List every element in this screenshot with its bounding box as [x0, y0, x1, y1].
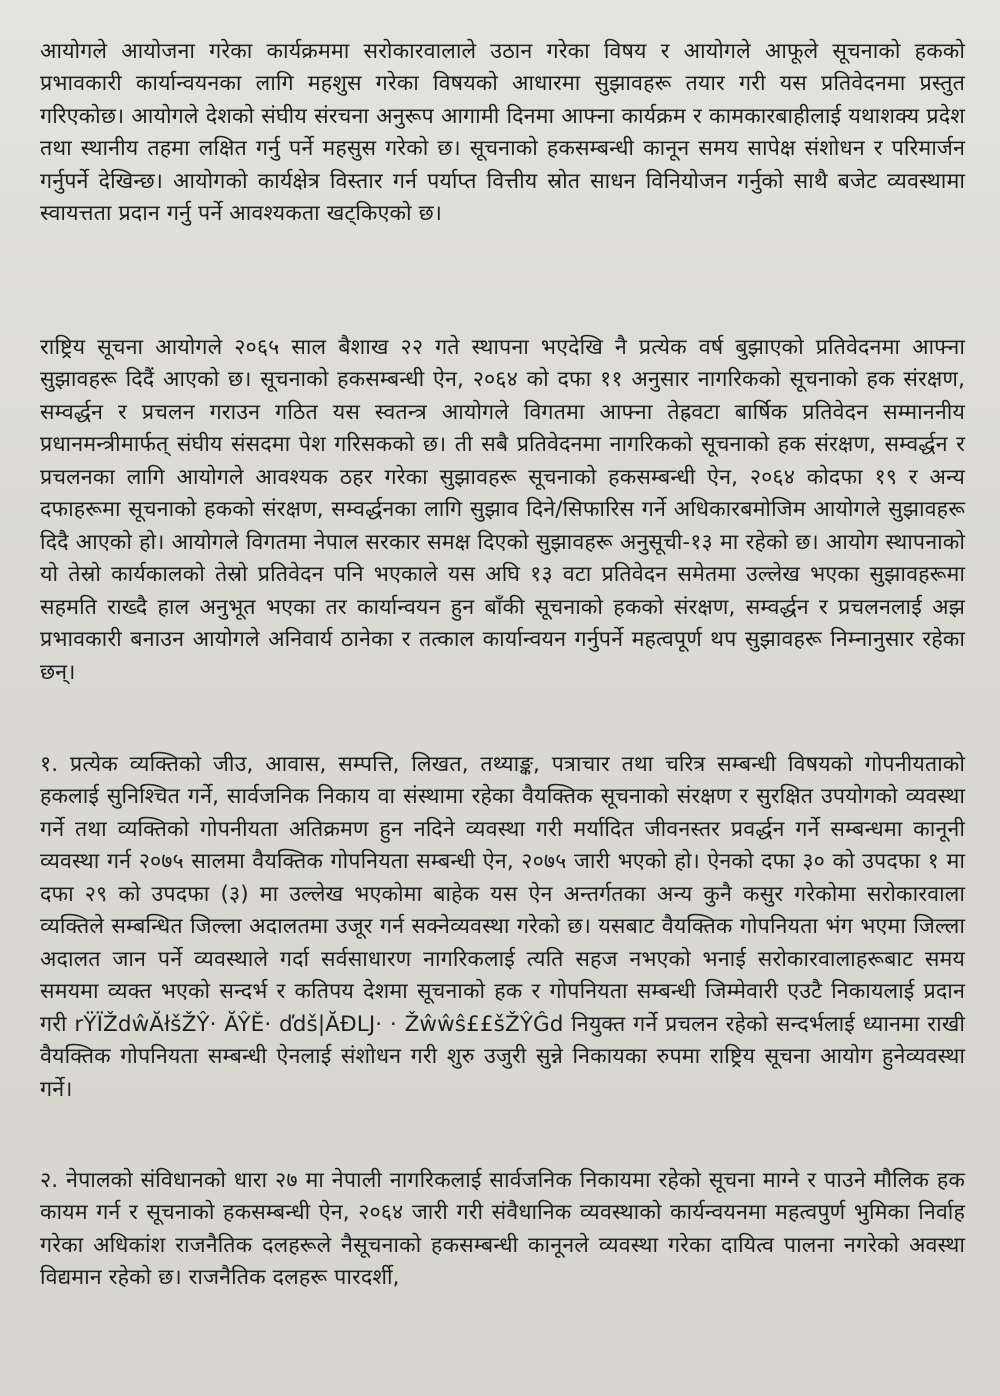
paragraph-suggestion-2: २. नेपालको संविधानको धारा २७ मा नेपाली नागरिकलाई सार्वजनिक निकायमा रहेको सूचना माग्ने र पाउने मौलिक हक कायम गर्न र सूचनाको हकसम्बन्धी ऐन, २०६४ जारी गरी संवैधानिक व्यवस्थाको कार्यन्वयनमा महत्वपुर्ण भुमिका निर्वाह गरेका अधिकांश राजनैतिक दलहरूले नैसूचनाको हकसम्बन्धी कानूनले व्यवस्था गरेका दायित्व पालना नगरेको अवस्था विद्यमान रहेको छ। राजनैतिक दलहरू पारदर्शी, — [40, 1167, 965, 1290]
paragraph-suggestion-1: १. प्रत्येक व्यक्तिको जीउ, आवास, सम्पत्ति, लिखत, तथ्याङ्क, पत्राचार तथा चरित्र सम्बन्धी विषयको गोपनीयताको हकलाई सुनिश्चित गर्ने, सार्वजनिक निकाय वा संस्थामा रहेका वैयक्तिक सूचनाको संरक्षण र सुरक्षित उपयोगको व्यवस्था गर्ने तथा व्यक्तिको गोपनीयता अतिक्रमण हुन नदिने व्यवस्था गरी मर्यादित जीवनस्तर प्रवर्द्धन गर्ने सम्बन्धमा कानूनी व्यवस्था गर्न २०७५ सालमा वैयक्तिक गोपनियता सम्बन्धी ऐन, २०७५ जारी भएको हो। ऐनको दफा ३० को उपदफा १ मा दफा २९ को उपदफा (३) मा उल्लेख भएकोमा बाहेक यस ऐन अन्तर्गतका अन्य कुनै कसुर गरेकोमा सरोकारवाला व्यक्तिले सम्बन्धित जिल्ला अदालतमा उजूर गर्न सक्नेव्यवस्था गरेको छ। यसबाट वैयक्तिक गोपनियता भंग भएमा जिल्ला अदालत जान पर्ने व्यवस्थाले गर्दा सर्वसाधारण नागरिकलाई त्यति सहज नभएको भनाई सरोकारवालाहरूबाट समय समयमा व्यक्त भएको सन्दर्भ र कतिपय देशमा सूचनाको हक र गोपनियता सम्बन्धी जिम्मेवारी एउटै निकायलाई प्रदान गरी rŸÏŽdŵĂłšŽŶ· ĂŶĚ· ďdš|ĂĐLJ· · Žŵŵŝ££šŽŶĜd नियुक्त गर्ने प्रचलन रहेको सन्दर्भलाई ध्यानमा राखी वैयक्तिक गोपनियता सम्बन्धी ऐनलाई संशोधन गरी शुरु उजुरी सुन्ने निकायका रुपमा राष्ट्रिय सूचना आयोग हुनेव्यवस्था गर्ने। — [40, 751, 965, 1102]
paragraph-intro: आयोगले आयोजना गरेका कार्यक्रममा सरोकारवालाले उठान गरेका विषय र आयोगले आफूले सूचनाको हकको प्रभावकारी कार्यान्वयनका लागि महशुस गरेका विषयको आधारमा सुझावहरू तयार गरी यस प्रतिवेदनमा प्रस्तुत गरिएकोछ। आयोगले देशको संघीय संरचना अनुरूप आगामी दिनमा आफ्ना कार्यक्रम र कामकारबाहीलाई यथाशक्य प्रदेश तथा स्थानीय तहमा लक्षित गर्नु पर्ने महसुस गरेको छ। सूचनाको हकसम्बन्धी कानून समय सापेक्ष संशोधन र परिमार्जन गर्नुपर्ने देखिन्छ। आयोगको कार्यक्षेत्र विस्तार गर्न पर्याप्त वित्तीय स्रोत साधन विनियोजन गर्नुको साथै बजेट व्यवस्थामा स्वायत्तता प्रदान गर्नु पर्ने आवश्यकता खट्किएको छ। — [40, 38, 965, 226]
paragraph-background: राष्ट्रिय सूचना आयोगले २०६५ साल बैशाख २२ गते स्थापना भएदेखि नै प्रत्येक वर्ष बुझाएको प्रतिवेदनमा आफ्ना सुझावहरू दिदैं आएको छ। सूचनाको हकसम्बन्धी ऐन, २०६४ को दफा ११ अनुसार नागरिकको सूचनाको हक संरक्षण, सम्वर्द्धन र प्रचलन गराउन गठित यस स्वतन्त्र आयोगले विगतमा आफ्ना तेह्रवटा बार्षिक प्रतिवेदन सम्माननीय प्रधानमन्त्रीमार्फत् संघीय संसदमा पेश गरिसकको छ। ती सबै प्रतिवेदनमा नागरिकको सूचनाको हक संरक्षण, सम्वर्द्धन र प्रचलनका लागि आयोगले आवश्यक ठहर गरेका सुझावहरू सूचनाको हकसम्बन्धी ऐन, २०६४ कोदफा १९ र अन्य दफाहरूमा सूचनाको हकको संरक्षण, सम्वर्द्धनका लागि सुझाव दिने/सिफारिस गर्ने अधिकारबमोजिम आयोगले सुझावहरू दिदै आएको हो। आयोगले विगतमा नेपाल सरकार समक्ष दिएको सुझावहरू अनुसूची-१३ मा रहेको छ। आयोग स्थापनाको यो तेस्रो कार्यकालको तेस्रो प्रतिवेदन पनि भएकाले यस अघि १३ वटा प्रतिवेदन समेतमा उल्लेख भएका सुझावहरूमा सहमति राख्दै हाल अनुभूत भएका तर कार्यान्वयन हुन बाँकी सूचनाको हकको संरक्षण, सम्वर्द्धन र प्रचलनलाई अझ प्रभावकारी बनाउन आयोगले अनिवार्य ठानेका र तत्काल कार्यान्वयन गर्नुपर्ने महत्वपूर्ण थप सुझावहरू निम्नानुसार रहेका छन्। — [40, 334, 965, 685]
